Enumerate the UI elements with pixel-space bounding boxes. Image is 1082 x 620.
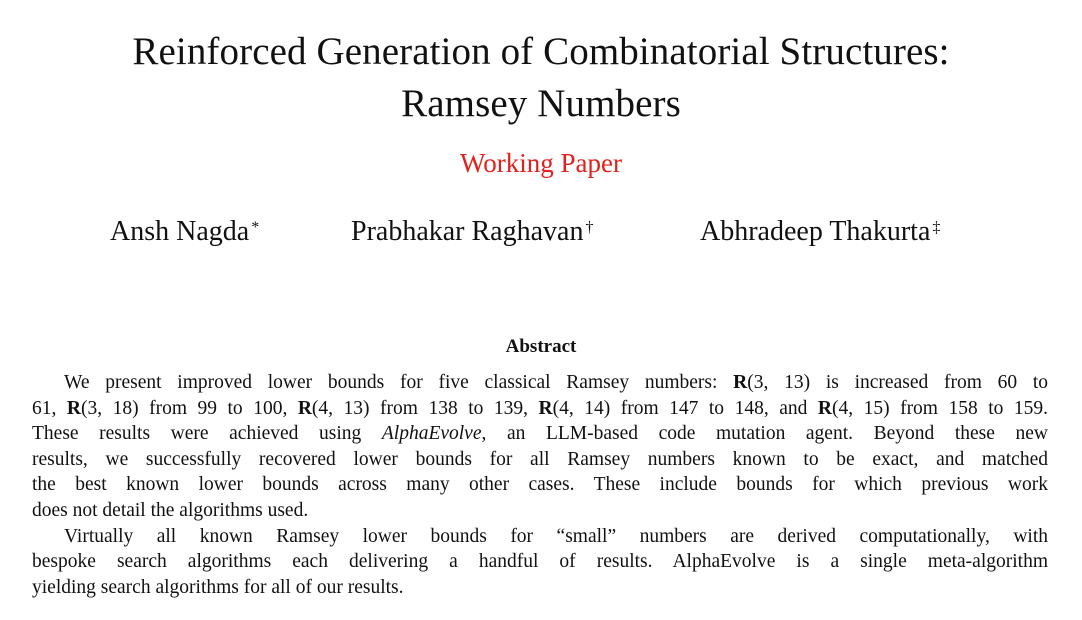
abstract-line: Virtually all known Ramsey lower bounds for “small” numbers are derived computationally, with [64,525,1048,547]
author-abhradeep-thakurta [700,214,940,250]
abstract-line: results, we successfully recovered lower bounds for all Ramsey numbers known to be exact, and matched [32,448,1048,470]
abstract-paragraph-1 [32,370,1048,524]
author-footnote-mark: ‡ [932,219,941,236]
abstract-line: These results were achieved using AlphaEvolve, an LLM-based code mutation agent. Beyond these new [32,423,1048,445]
abstract-line: yielding search algorithms for all of our results. [32,576,404,598]
abstract-line: bespoke search algorithms each delivering a handful of results. AlphaEvolve is a single meta-algorithm [32,551,1048,573]
abstract-line: We present improved lower bounds for five classical Ramsey numbers: R(3, 13) is increased from 60 to [64,372,1049,393]
author-footnote-mark: * [251,219,260,236]
abstract-heading: Abstract [505,336,577,357]
abstract-body [32,370,1048,600]
author-name: Prabhakar Raghavan [351,216,584,247]
author-name: Ansh Nagda [110,216,250,247]
abstract-line: does not detail the algorithms used. [32,499,309,521]
author-footnote-mark: † [585,219,594,236]
author-name: Abhradeep Thakurta [700,216,931,247]
paper-subtitle: Working Paper [459,148,623,178]
paper-title-line-1: Reinforced Generation of Combinatorial Structures: [132,30,950,73]
paper-title [0,26,1082,130]
paper-title-line-2: Ramsey Numbers [401,82,681,125]
author-ansh-nagda [110,214,259,250]
abstract-paragraph-2 [32,524,1048,601]
abstract-line: 61, R(3, 18) from 99 to 100, R(4, 13) from 138 to 139, R(4, 14) from 147 to 148, and R(4, 15) from 158 to 159. [32,397,1049,419]
alphaevolve-emphasis: AlphaEvolve [381,423,482,445]
author-prabhakar-raghavan [351,214,593,250]
abstract-line: the best known lower bounds across many other cases. These include bounds for which previous work [32,474,1048,496]
